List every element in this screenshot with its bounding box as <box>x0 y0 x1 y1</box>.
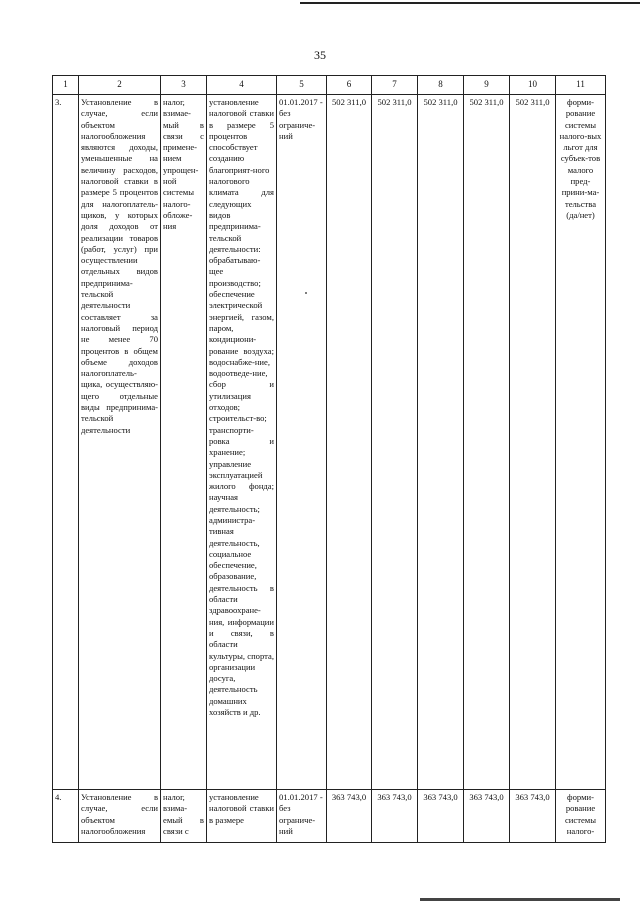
amount-cell: 502 311,0 <box>510 95 556 790</box>
amount-cell: 502 311,0 <box>464 95 510 790</box>
page-number: 35 <box>314 48 326 62</box>
column-header: 1 <box>53 76 79 95</box>
table-row <box>53 95 606 790</box>
tax-name: налог, взима-емый в связи с <box>161 790 207 843</box>
column-header: 2 <box>79 76 161 95</box>
column-header: 11 <box>556 76 606 95</box>
amount-cell: 363 743,0 <box>418 790 464 843</box>
amount-cell: 363 743,0 <box>510 790 556 843</box>
row-number: 4. <box>53 790 79 843</box>
column-header: 9 <box>464 76 510 95</box>
amount-cell: 363 743,0 <box>464 790 510 843</box>
amount-cell: 502 311,0 <box>372 95 418 790</box>
amount-cell: 502 311,0 <box>327 95 372 790</box>
tax-name: налог, взимае-мый в связи с примене-нием упрощен-ной системы налого-обложе-ния <box>161 95 207 790</box>
column-header: 4 <box>207 76 277 95</box>
amount-cell: 363 743,0 <box>372 790 418 843</box>
amount-cell: 502 311,0 <box>418 95 464 790</box>
scan-edge-line <box>300 2 640 4</box>
column-header: 3 <box>161 76 207 95</box>
column-header: 6 <box>327 76 372 95</box>
validity-period: 01.01.2017 - без ограниче-ний <box>277 790 327 843</box>
row-number: 3. <box>53 95 79 790</box>
criterion-cell: форми-рование системы налого-вых льгот для субъек-тов малого пред-прини-ма-тельства (да/нет) <box>556 95 606 790</box>
column-header: 7 <box>372 76 418 95</box>
validity-period: 01.01.2017 - без ограниче-ний <box>277 95 327 790</box>
column-header: 10 <box>510 76 556 95</box>
benefit-description: Установление в случае, если объектом налогообложения <box>79 790 161 843</box>
criterion-cell: форми-рование системы налого- <box>556 790 606 843</box>
amount-cell: 363 743,0 <box>327 790 372 843</box>
table-row <box>53 790 606 843</box>
column-header: 8 <box>418 76 464 95</box>
column-header: 5 <box>277 76 327 95</box>
benefit-description: Установление в случае, если объектом налогообложения являются доходы, уменьшенные на величину расходов, налоговой ставки в размере 5 процентов для налогоплатель-щиков, у которых доля доходов от реализации товаров (работ, услуг) при осуществлении отдельных видов предпринима-тельской деятельности составляет за налоговый период не менее 70 процентов в общем объеме доходов налогоплатель-щика, осуществляю-щего отдельные виды предпринима-тельской деятельности <box>79 95 161 790</box>
benefits-table <box>52 75 606 843</box>
header-row <box>53 76 606 95</box>
benefit-purpose: установление налоговой ставки в размере <box>207 790 277 843</box>
scan-speck <box>305 292 307 294</box>
benefit-purpose: установление налоговой ставки в размере 5 процентов способствует созданию благоприят-ного налогового климата для следующих видов предпринима-тельской деятельности: обрабатываю-щее производство; обеспечение электрической энергией, газом, паром, кондициони-рование воздуха; водоснабже-ние, водоотведе-ние, сбор и утилизация отходов; строительст-во; транспорти-ровка и хранение; управление эксплуатацией жилого фонда; научная деятельность; администра-тивная деятельность, социальное обеспечение, образование, деятельность в области здравоохране-ния, информации и связи, в области культуры, спорта, организации досуга, деятельность домашних хозяйств и др. <box>207 95 277 790</box>
scan-edge-line <box>420 898 620 901</box>
